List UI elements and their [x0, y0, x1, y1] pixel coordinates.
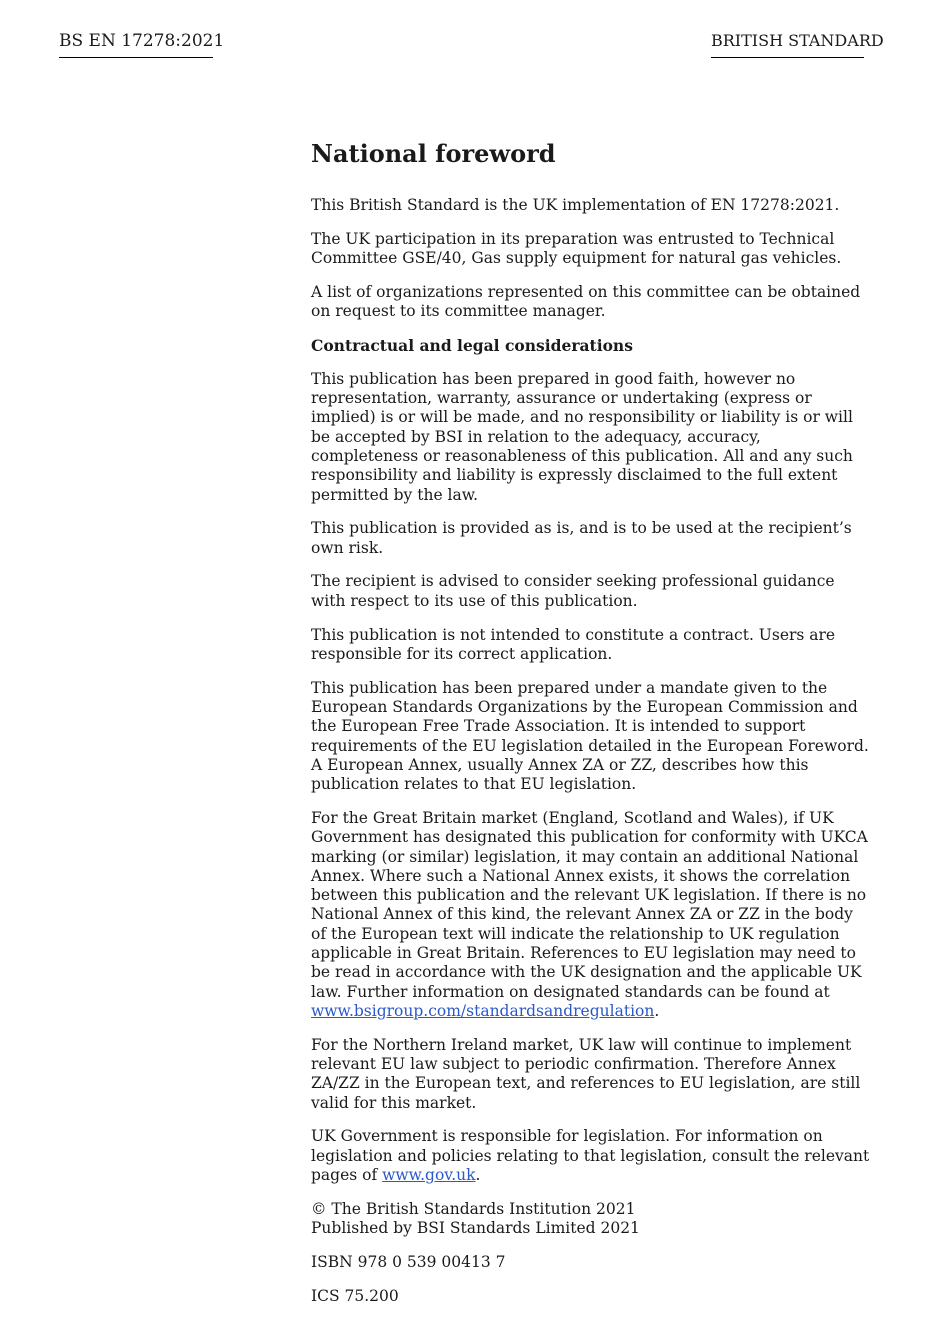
paragraph-good-faith: This publication has been prepared in good faith, however no representation, warranty, assurance or undertaking (express or implied) is or will be made, and no responsibility or liability is or will be accepted by BSI in relation to the adequacy, accuracy, completeness or reasonableness of this publication. All and any such responsibility and liability is expressly disclaimed to the full extent permitted by the law. — [311, 369, 853, 504]
foreword-body — [311, 138, 871, 1320]
document-id: BS EN 17278:2021 — [59, 31, 213, 58]
paragraph-participation: The UK participation in its preparation was entrusted to Technical Committee GSE/40, Gas supply equipment for natural gas vehicles. — [311, 229, 842, 268]
paragraph-great-britain-text: For the Great Britain market (England, Scotland and Wales), if UK Government has designated this publication for conformity with UKCA marking (or similar) legislation, it may contain an additional National Annex. Where such a National Annex exists, it shows the correlation between this publication and the relevant UK legislation. If there is no National Annex of this kind, the relevant Annex ZA or ZZ in the body of the European text will indicate the relationship to UK regulation applicable in Great Britain. References to EU legislation may need to be read in accordance with the UK designation and the applicable UK law. Further information on designated standards can be found at — [311, 808, 868, 1001]
paragraph-implementation: This British Standard is the UK implementation of EN 17278:2021. — [311, 196, 840, 214]
paragraph-uk-government — [311, 1127, 871, 1185]
copyright-line: © The British Standards Institution 2021 — [311, 1199, 636, 1218]
paragraph-northern-ireland: For the Northern Ireland market, UK law will continue to implement relevant EU law subject to periodic confirmation. Therefore Annex ZA/ZZ in the European text, and references to EU legislation, are still valid for this market. — [311, 1035, 861, 1112]
bsigroup-link[interactable]: www.bsigroup.com/standardsandregulation — [311, 1001, 655, 1020]
paragraph-mandate: This publication has been prepared under a mandate given to the European Standards Organizations by the European Commission and the European Free Trade Association. It is intended to support requirements of the EU legislation detailed in the European Foreword. A European Annex, usually Annex ZA or ZZ, describes how this publication relates to that EU legislation. — [311, 678, 869, 794]
isbn: ISBN 978 0 539 00413 7 — [311, 1252, 506, 1271]
publication-info — [311, 1200, 871, 1239]
published-by-line: Published by BSI Standards Limited 2021 — [311, 1219, 640, 1238]
paragraph-organizations: A list of organizations represented on this committee can be obtained on request to its committee manager. — [311, 282, 861, 321]
paragraph-uk-government-end: . — [475, 1165, 481, 1184]
paragraph-great-britain-end: . — [654, 1001, 660, 1020]
paragraph-great-britain — [311, 809, 871, 1021]
ics: ICS 75.200 — [311, 1286, 399, 1305]
paragraph-own-risk: This publication is provided as is, and is to be used at the recipient’s own risk. — [311, 519, 852, 557]
paragraph-contract: This publication is not intended to constitute a contract. Users are responsible for its correct application. — [311, 625, 836, 663]
paragraph-uk-government-text: UK Government is responsible for legislation. For information on legislation and policies relating to that legislation, consult the relevant pages of — [311, 1127, 870, 1184]
section-heading-contractual: Contractual and legal considerations — [311, 335, 633, 355]
document-type: BRITISH STANDARD — [711, 31, 864, 58]
gov-uk-link[interactable]: www.gov.uk — [382, 1165, 476, 1184]
page-title: National foreword — [311, 139, 556, 168]
paragraph-guidance: The recipient is advised to consider seeking professional guidance with respect to its use of this publication. — [311, 572, 835, 610]
